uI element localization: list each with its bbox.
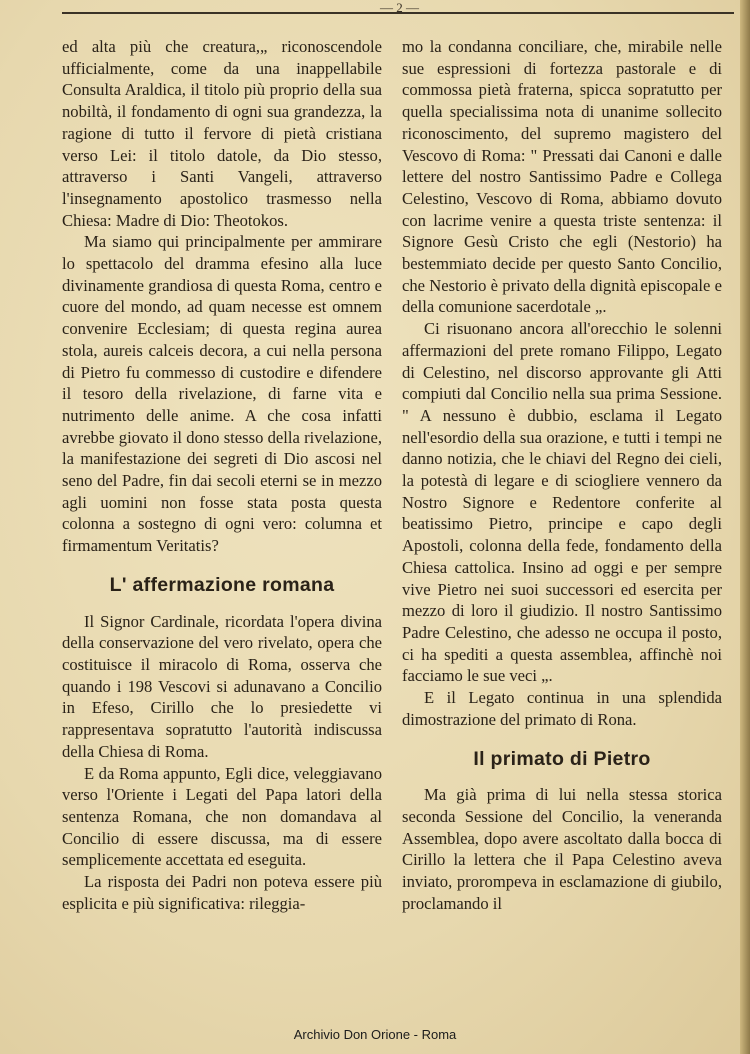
paragraph: La risposta dei Padri non poteva essere più esplicita e più significativa: rileggia- <box>62 872 382 913</box>
paragraph: E da Roma appunto, Egli dice, veleggiavano verso l'Oriente i Legati del Papa latori della sentenza Romana, che non domandava al Concilio di essere discussa, ma di essere semplicemente accettata ed eseguita. <box>62 763 382 870</box>
paragraph: Ma già prima di lui nella stessa storica seconda Sessione del Concilio, la veneranda Assemblea, dopo avere ascoltato dalla bocca di Cirillo la lettera che il Papa Celestino aveva inviato, prorompeva in esclamazione di giubilo, proclamando il <box>402 785 722 913</box>
page-number: — 2 — <box>380 0 419 15</box>
paragraph: Ci risuonano ancora all'orecchio le solenni affermazioni del prete romano Filippo, Legato di Celestino, nel discorso approvante gli Atti compiuti dal Concilio nella sua prima Sessione. " A nessuno è dubbio, esclama il Legato nell'esordio della sua orazione, e tutti i tempi ne danno notizia, che le chiavi del Regno dei cieli, la potestà di legare e di sciogliere vennero da Nostro Signore e Redentore conferite al beatissimo Pietro, principe e capo degli Apostoli, colonna della fede, fondamento della Chiesa cattolica. Insino ad oggi e per sempre vive Pietro nei suoi successori ed esercita per mezzo di loro il giudizio. Il nostro Santissimo Padre Celestino, che adesso ne occupa il posto, ci ha spediti a questa assemblea, affinchè noi facciamo le sue veci „. <box>402 319 722 686</box>
right-column <box>402 36 722 914</box>
left-column <box>62 36 382 914</box>
paragraph: E il Legato continua in una splendida dimostrazione del primato di Rona. <box>402 688 722 729</box>
archive-footer: Archivio Don Orione - Roma <box>293 1027 457 1042</box>
paragraph: Il Signor Cardinale, ricordata l'opera divina della conservazione del vero rivelato, opera che costituisce il miracolo di Roma, osserva che quando i 198 Vescovi si adunavano a Concilio in Efeso, Cirillo che lo presiedette vi rappresentava sopratutto l'autorità indiscussa della Chiesa di Roma. <box>62 611 382 761</box>
paragraph: Ma siamo qui principalmente per ammirare lo spettacolo del dramma efesino alla luce divinamente grandiosa di questa Roma, centro e cuore del mondo, ad quam necesse est omnem convenire Ecclesiam; di questa regina aurea stola, aureis calceis decora, a cui nella persona di Pietro fu commesso di custodire e difendere il tesoro della rivelazione, di farne vita e nutrimento delle anime. A che cosa infatti avrebbe giovato il dono stesso della rivelazione, la manifestazione dei segreti di Dio ascosi nel seno del Padre, fin dai secoli eterni se in mezzo agli uomini non fosse stata posta questa colonna a sostegno di ogni vero: columna et firmamentum Veritatis? <box>62 232 382 556</box>
page-edge <box>740 0 750 1054</box>
section-heading: Il primato di Pietro <box>473 747 651 770</box>
paragraph: ed alta più che creatura,„ riconoscendole ufficialmente, come da una inappellabile Consulta Araldica, il titolo più proprio della sua nobiltà, il fondamento di ogni sua grandezza, la ragione di tutto il fervore di pietà cristiana verso Lei: il titolo datole, da Dio stesso, attraverso i Santi Vangeli, attraverso l'insegnamento apostolico trasmesso nella Chiesa: Madre di Dio: Theotokos. <box>62 37 382 230</box>
paragraph: mo la condanna conciliare, che, mirabile nelle sue espressioni di fortezza pastorale e di commossa pietà fraterna, spicca sopratutto per quella specialissima nota di unanime sollecito riconoscimento, del supremo magistero del Vescovo di Roma: " Pressati dai Canoni e dalle lettere del nostro Santissimo Padre e Collega Celestino, Vescovo di Roma, abbiamo dovuto con lacrime venire a questa triste sentenza: il Signore Gesù Cristo che egli (Nestorio) ha bestemmiato decide per questo Santo Concilio, che Nestorio è privato della dignità episcopale e della comunione sacerdotale „. <box>402 37 722 317</box>
section-heading: L' affermazione romana <box>109 573 335 596</box>
